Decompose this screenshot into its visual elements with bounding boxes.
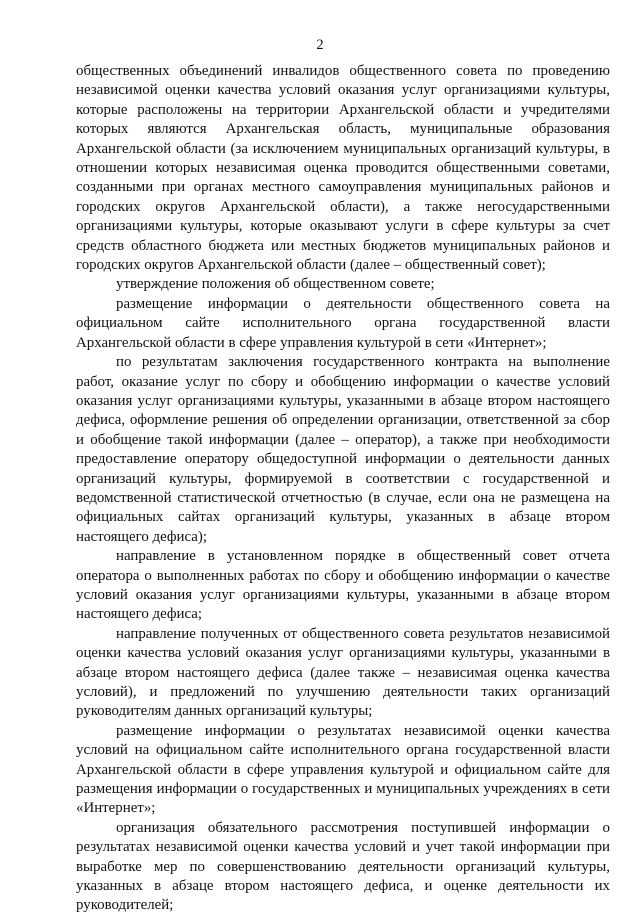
paragraph: направление полученных от общественного совета результатов независимой оценки качества условий оказания услуг организациями культуры, указанными в абзаце втором настоящего дефиса (далее также – независимая оценка качества условий), и предложений по улучшению деятельности таких организаций руководителям данных организаций культуры; [76,625,610,720]
paragraph: размещение информации о результатах независимой оценки качества условий на официальном сайте исполнительного органа государственной власти Архангельской области в сфере управления культурой и официальном сайте для размещения информации о государственных и муниципальных учреждениях в сети «Интернет»; [76,722,610,817]
paragraph: общественных объединений инвалидов общественного совета по проведению независимой оценки качества условий оказания услуг организациями культуры, которые расположены на территории Архангельской области и учредителями которых являются Архангельская область, муниципальные образования Архангельской области (за исключением муниципальных организаций культуры, в отношении которых независимая оценка проводится общественными советами, созданными при органах местного самоуправления муниципальных районов и городских округов Архангельской области), а также негосударственными организациями культуры, которые оказывают услуги в сфере культуры за счет средств областного бюджета или местных бюджетов муниципальных районов и городских округов Архангельской области (далее – общественный совет); [76,63,610,274]
paragraph: направление в установленном порядке в общественный совет отчета оператора о выполненных работах по сбору и обобщению информации о качестве условий оказания услуг организациями культуры, указанными в абзаце втором настоящего дефиса; [76,548,610,623]
paragraph: по результатам заключения государственного контракта на выполнение работ, оказание услуг по сбору и обобщению информации о качестве условий оказания услуг организациями культуры, указанными в абзаце втором настоящего дефиса, оформление решения об определении организации, ответственной за сбор и обобщение такой информации (далее – оператор), а также при необходимости предоставление оператору общедоступной информации о деятельности данных организаций культуры, формируемой в соответствии с государственной и ведомственной статистической отчетностью (в случае, если она не размещена на официальных сайтах организаций культуры, указанных в абзаце втором настоящего дефиса); [76,354,610,545]
paragraph: размещение информации о деятельности общественного совета на официальном сайте исполнительного органа государственной власти Архангельской области в сфере управления культурой в сети «Интернет»; [76,295,610,351]
paragraph: утверждение положения об общественном совете; [116,276,435,293]
paragraph: организация обязательного рассмотрения поступившей информации о результатах независимой оценки качества условий и учет такой информации при выработке мер по совершенствованию деятельности организаций культуры, указанных в абзаце втором настоящего дефиса, и оценке деятельности их руководителей; [76,819,610,914]
page-number: 2 [316,37,324,53]
document-body [76,62,610,916]
